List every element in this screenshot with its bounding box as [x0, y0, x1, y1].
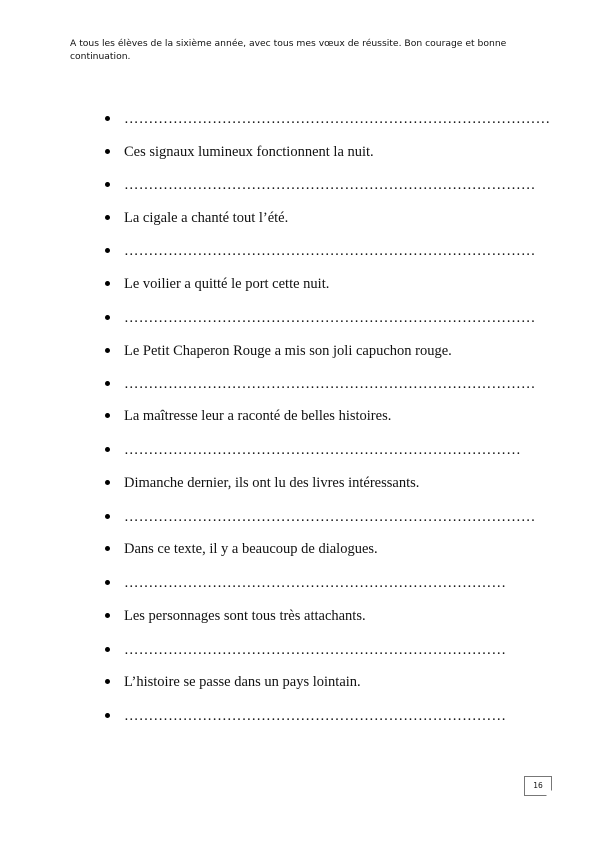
list-item [105, 641, 545, 661]
sentence-text: Ces signaux lumineux fonctionnent la nuit. [124, 144, 374, 160]
list-item [105, 707, 545, 727]
bullet-icon [105, 514, 110, 519]
answer-line: …………………………………………………………………… [124, 708, 507, 724]
bullet-icon [105, 248, 110, 253]
list-item [105, 242, 545, 262]
list-item [105, 342, 545, 362]
list-item [105, 110, 551, 130]
bullet-icon [105, 413, 110, 418]
list-item [105, 375, 545, 395]
bullet-icon [105, 381, 110, 386]
list-item [105, 407, 545, 427]
answer-line: …………………………………………………………………… [124, 642, 507, 658]
list-item [105, 275, 545, 295]
sentence-text: Les personnages sont tous très attachants. [124, 608, 366, 624]
bullet-icon [105, 281, 110, 286]
list-item [105, 209, 545, 229]
sentence-text: Dans ce texte, il y a beaucoup de dialogues. [124, 541, 378, 557]
list-item [105, 309, 545, 329]
answer-line: ………………………………………………………………………… [124, 177, 536, 193]
bullet-icon [105, 713, 110, 718]
bullet-icon [105, 149, 110, 154]
list-item [105, 176, 545, 196]
bullet-icon [105, 613, 110, 618]
bullet-icon [105, 182, 110, 187]
list-item [105, 574, 545, 594]
bullet-icon [105, 480, 110, 485]
sentence-text: Le voilier a quitté le port cette nuit. [124, 276, 330, 292]
bullet-icon [105, 447, 110, 452]
page-number: 16 [524, 776, 552, 796]
bullet-icon [105, 546, 110, 551]
list-item [105, 474, 545, 494]
answer-line: ………………………………………………………………………… [124, 243, 536, 259]
bullet-icon [105, 116, 110, 121]
bullet-icon [105, 215, 110, 220]
answer-line: …………………………………………………………………………… [124, 111, 551, 127]
bullet-icon [105, 679, 110, 684]
bullet-icon [105, 348, 110, 353]
list-item [105, 441, 545, 461]
sentence-text: La maîtresse leur a raconté de belles histoires. [124, 408, 392, 424]
list-item [105, 607, 545, 627]
bullet-icon [105, 315, 110, 320]
dedication-line-2: continuation. [70, 51, 131, 62]
answer-line: ……………………………………………………………………… [124, 442, 521, 458]
answer-line: ………………………………………………………………………… [124, 376, 536, 392]
sentence-text: Dimanche dernier, ils ont lu des livres intéressants. [124, 475, 420, 491]
list-item [105, 673, 545, 693]
sentence-text: L’histoire se passe dans un pays lointain. [124, 674, 361, 690]
list-item [105, 540, 545, 560]
list-item [105, 508, 545, 528]
bullet-icon [105, 580, 110, 585]
answer-line: ………………………………………………………………………… [124, 310, 536, 326]
dedication-line-1: A tous les élèves de la sixième année, avec tous mes vœux de réussite. Bon courage et bonne [70, 38, 507, 49]
sentence-text: Le Petit Chaperon Rouge a mis son joli capuchon rouge. [124, 343, 452, 359]
answer-line: ………………………………………………………………………… [124, 509, 536, 525]
answer-line: …………………………………………………………………… [124, 575, 507, 591]
bullet-icon [105, 647, 110, 652]
list-item [105, 143, 545, 163]
sentence-text: La cigale a chanté tout l’été. [124, 210, 289, 226]
